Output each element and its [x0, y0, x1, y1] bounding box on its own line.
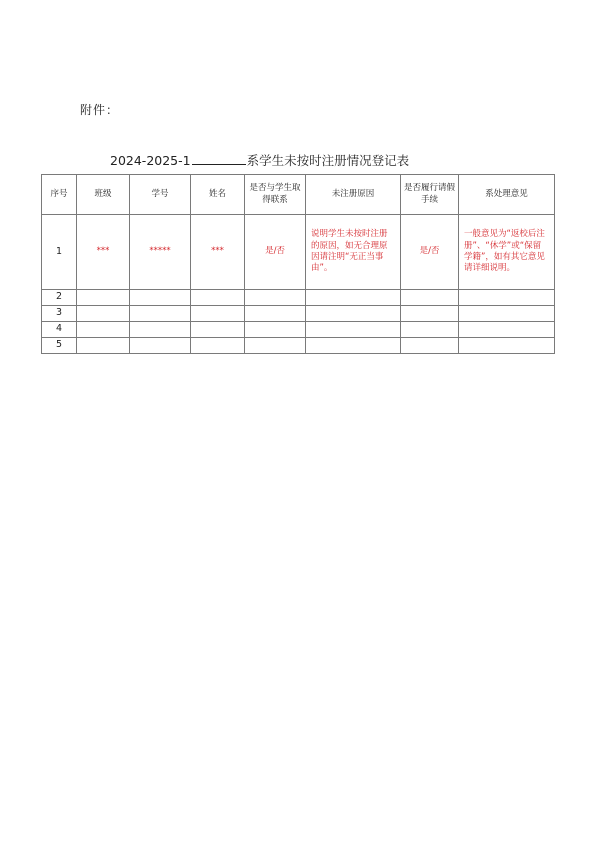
- header-opinion: 系处理意见: [459, 175, 555, 215]
- cell-empty: [306, 322, 401, 338]
- cell-empty: [459, 338, 555, 354]
- table-row: [42, 290, 555, 306]
- cell-empty: [245, 338, 306, 354]
- cell-empty: [459, 290, 555, 306]
- cell-seq: 2: [42, 290, 77, 306]
- cell-empty: [191, 290, 245, 306]
- header-contacted: 是否与学生取得联系: [245, 175, 306, 215]
- title-text: 系学生未按时注册情况登记表: [246, 153, 410, 168]
- cell-empty: [306, 306, 401, 322]
- cell-empty: [191, 306, 245, 322]
- cell-empty: [77, 306, 130, 322]
- cell-empty: [306, 338, 401, 354]
- cell-empty: [306, 290, 401, 306]
- header-name: 姓名: [191, 175, 245, 215]
- table-row: [42, 215, 555, 290]
- header-row: [42, 175, 555, 215]
- cell-empty: [130, 322, 191, 338]
- cell-empty: [401, 290, 459, 306]
- cell-empty: [191, 338, 245, 354]
- cell-empty: [77, 322, 130, 338]
- cell-empty: [401, 322, 459, 338]
- cell-empty: [459, 322, 555, 338]
- registration-table: [41, 174, 555, 354]
- title-year: 2024-2025-1: [110, 153, 191, 168]
- cell-empty: [459, 306, 555, 322]
- cell-empty: [245, 322, 306, 338]
- cell-empty: [245, 290, 306, 306]
- cell-name: ***: [191, 215, 245, 290]
- cell-seq: 5: [42, 338, 77, 354]
- table-row: [42, 322, 555, 338]
- cell-seq: 3: [42, 306, 77, 322]
- cell-leave: 是/否: [401, 215, 459, 290]
- table-row: [42, 306, 555, 322]
- header-leave: 是否履行请假手续: [401, 175, 459, 215]
- cell-opinion: 一般意见为“返校后注册”、“休学”或“保留学籍”，如有其它意见请详细说明。: [459, 215, 555, 290]
- header-student-id: 学号: [130, 175, 191, 215]
- cell-student-id: *****: [130, 215, 191, 290]
- cell-empty: [77, 338, 130, 354]
- cell-empty: [191, 322, 245, 338]
- attachment-label: 附件：: [80, 103, 120, 117]
- cell-empty: [245, 306, 306, 322]
- cell-empty: [77, 290, 130, 306]
- header-reason: 未注册原因: [306, 175, 401, 215]
- header-class: 班级: [77, 175, 130, 215]
- document-title: [110, 151, 409, 169]
- cell-empty: [401, 338, 459, 354]
- cell-contacted: 是/否: [245, 215, 306, 290]
- table-row: [42, 338, 555, 354]
- cell-empty: [130, 290, 191, 306]
- cell-empty: [130, 306, 191, 322]
- cell-seq: 1: [42, 215, 77, 290]
- cell-class: ***: [77, 215, 130, 290]
- header-seq: 序号: [42, 175, 77, 215]
- cell-empty: [130, 338, 191, 354]
- cell-empty: [401, 306, 459, 322]
- title-blank-line: [192, 152, 246, 165]
- cell-seq: 4: [42, 322, 77, 338]
- cell-reason: 说明学生未按时注册的原因，如无合理原因请注明“无正当事由”。: [306, 215, 401, 290]
